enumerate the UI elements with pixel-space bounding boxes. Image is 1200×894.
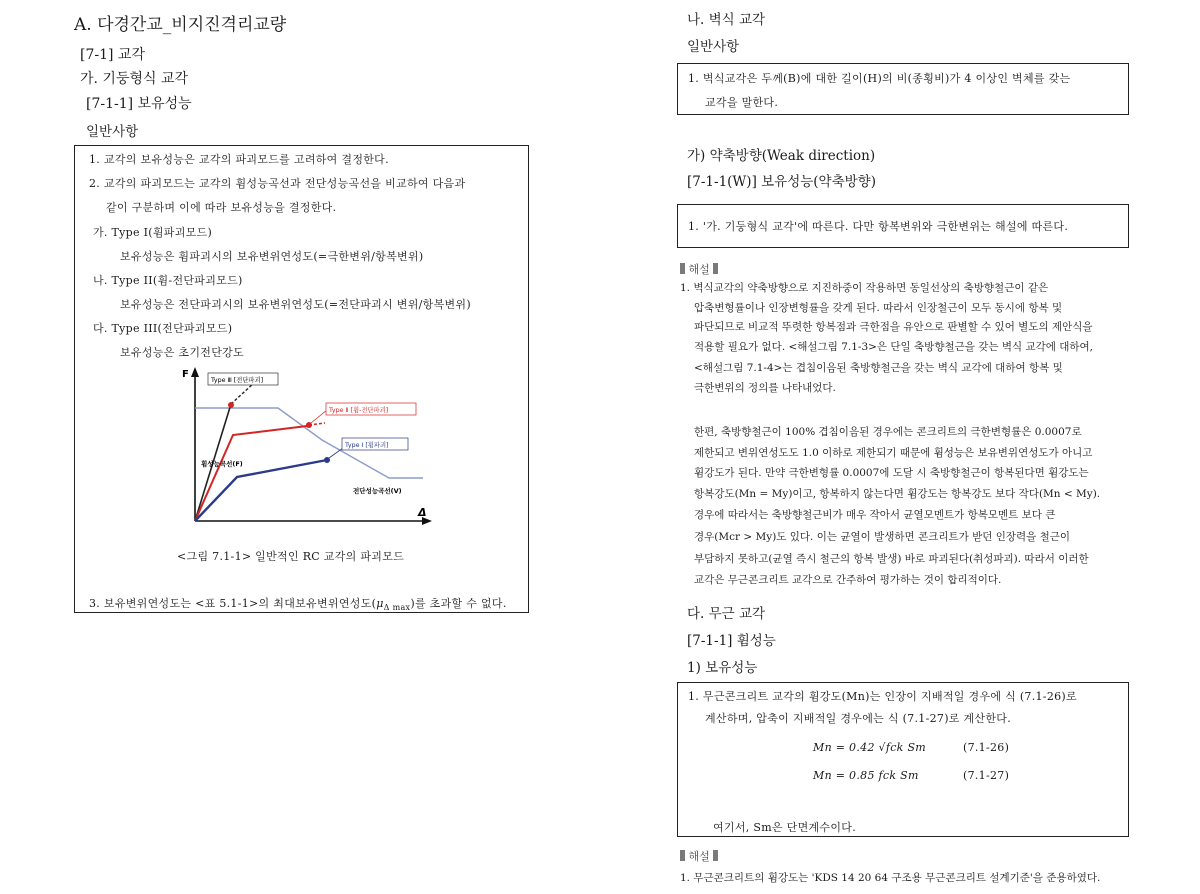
- type-1-curve: [195, 460, 327, 521]
- weak-item-1: 1. '가. 기둥형식 교각'에 따른다. 다만 항복변위와 극한변위는 해설에 따른다.: [688, 220, 1069, 233]
- equation-7-1-27-number: (7.1-27): [963, 769, 1010, 782]
- item-2-line-2: 같이 구분하며 이에 따라 보유성능을 결정한다.: [106, 201, 337, 214]
- equation-7-1-26: Mn = 0.42 √fck Sm: [813, 741, 927, 754]
- commentary-line: 교각은 무근콘크리트 교각으로 간주하여 평가하는 것이 합리적이다.: [694, 574, 1002, 586]
- equation-7-1-27: Mn = 0.85 fck Sm: [813, 769, 919, 782]
- item-3-subscript: Δ max: [383, 603, 411, 613]
- section-7-1-1-flexure: [7-1-1] 휨성능: [687, 633, 776, 649]
- type-3-failure-point: [228, 402, 234, 408]
- commentary-2-item-1: 1. 무근콘크리트의 휨강도는 'KDS 14 20 64 구조용 무근콘크리트 설계기준'을 준용하였다.: [680, 872, 1101, 884]
- type-1-label: Type Ⅰ [휨파괴]: [345, 442, 389, 449]
- commentary2-marker-right: [713, 850, 718, 861]
- commentary-marker-left: [680, 263, 685, 274]
- general-heading-right: 일반사항: [687, 39, 740, 55]
- weak-direction-heading: 가) 약축방향(Weak direction): [687, 148, 876, 164]
- commentary-line: 파단되므로 비교적 뚜렷한 항복점과 극한점을 유안으로 판별할 수 있어 별도의 제안식을: [694, 321, 1093, 333]
- commentary-line: 극한변위의 정의를 나타내었다.: [694, 382, 836, 394]
- y-axis-label: F: [182, 369, 189, 380]
- provision-box-weak: [677, 204, 1129, 248]
- type-2-leader: [311, 410, 327, 423]
- section-7-1: [7-1] 교각: [80, 47, 145, 63]
- commentary-line: 적용할 필요가 없다. <해설그림 7.1-3>은 단일 축방향철근을 갖는 벽식 교각에 대하여,: [694, 341, 1094, 353]
- item-3-text-start: 3. 보유변위연성도는 <표 5.1-1>의 최대보유변위연성도(: [89, 597, 377, 610]
- where-clause: 여기서, Sm은 단면계수이다.: [713, 821, 857, 834]
- type-1-title: 가. Type Ⅰ(휨파괴모드): [93, 226, 213, 239]
- item-3-mu: μ: [376, 597, 384, 610]
- commentary-line: 휨강도가 된다. 만약 극한변형률 0.0007에 도달 시 축방향철근이 항복된다면 휨강도는: [694, 467, 1089, 479]
- type-3-label: Type Ⅲ [전단파괴]: [211, 377, 264, 384]
- plain-item-1-line-2: 계산하며, 압축이 지배적일 경우에는 식 (7.1-27)로 계산한다.: [705, 712, 1012, 725]
- section-7-1-1-w: [7-1-1(W)] 보유성능(약축방향): [687, 174, 876, 190]
- equation-7-1-26-number: (7.1-26): [963, 741, 1010, 754]
- commentary-label: 해설: [688, 263, 710, 276]
- type-3-desc: 보유성능은 초기전단강도: [120, 346, 244, 359]
- flexure-curve-label: 휨성능곡선(F): [201, 460, 243, 468]
- commentary-line: 1. 벽식교각의 약축방향으로 지진하중이 작용하면 동일선상의 축방향철근이 같은: [680, 282, 1049, 294]
- wall-item-1-line-1: 1. 벽식교각은 두께(B)에 대한 길이(H)의 비(종횡비)가 4 이상인 벽체를 갖는: [688, 72, 1071, 85]
- section-1-capacity: 1) 보유성능: [687, 660, 758, 676]
- commentary-marker-right: [713, 263, 718, 274]
- section-da: 다. 무근 교각: [687, 606, 766, 622]
- plain-item-1-line-1: 1. 무근콘크리트 교각의 휨강도(Mn)는 인장이 지배적일 경우에 식 (7.1-26)로: [688, 690, 1077, 703]
- commentary-line: 압축변형률이나 인장변형률을 갖게 된다. 따라서 인장철근이 모두 동시에 항복 및: [694, 302, 1063, 314]
- commentary-line: 항복강도(Mn = My)이고, 항복하지 않는다면 휨강도는 항복강도 보다 작다(Mn < My).: [694, 488, 1101, 500]
- general-heading: 일반사항: [86, 124, 139, 140]
- item-1: 1. 교각의 보유성능은 교각의 파괴모드를 고려하여 결정한다.: [89, 153, 389, 166]
- heading-a: A. 다경간교_비지진격리교량: [74, 15, 287, 35]
- section-7-1-1: [7-1-1] 보유성능: [86, 96, 192, 112]
- y-axis-arrow: [191, 367, 199, 377]
- type-3-title: 다. Type III(전단파괴모드): [93, 322, 233, 335]
- commentary-line: 한편, 축방향철근이 100% 겹침이음된 경우에는 콘크리트의 극한변형률은 0.0007로: [694, 426, 1082, 438]
- type-2-desc: 보유성능은 전단파괴시의 보유변위연성도(=전단파괴시 변위/항복변위): [120, 298, 471, 311]
- commentary-line: <해설그림 7.1-4>는 겹침이음된 축방향철근을 갖는 벽식 교각에 대하여 항복 및: [694, 362, 1063, 374]
- section-ga: 가. 기둥형식 교각: [80, 71, 189, 87]
- item-3-text-end: )를 초과할 수 없다.: [410, 597, 507, 610]
- type-2-title: 나. Type II(휨-전단파괴모드): [93, 274, 243, 287]
- section-na: 나. 벽식 교각: [687, 12, 766, 28]
- commentary-line: 제한되고 변위연성도도 1.0 이하로 제한되기 때문에 휨성능은 보유변위연성도가 아니고: [694, 447, 1093, 459]
- figure-caption: <그림 7.1-1> 일반적인 RC 교각의 파괴모드: [177, 550, 405, 563]
- commentary-line: 경우에 따라서는 축방향철근비가 매우 작아서 균열모멘트가 항복모멘트 보다 큰: [694, 509, 1056, 521]
- type-1-desc: 보유성능은 휨파괴시의 보유변위연성도(=극한변위/항복변위): [120, 250, 424, 263]
- commentary-header: [680, 261, 718, 277]
- type-1-leader: [329, 448, 343, 458]
- provision-box-plain: [677, 682, 1129, 837]
- wall-item-1-line-2: 교각을 말한다.: [705, 96, 779, 109]
- commentary2-label: 해설: [688, 850, 710, 863]
- shear-curve-label: 전단성능곡선(V): [353, 487, 402, 495]
- commentary2-marker-left: [680, 850, 685, 861]
- item-2-line-1: 2. 교각의 파괴모드는 교각의 휨성능곡선과 전단성능곡선을 비교하여 다음과: [89, 177, 466, 190]
- provision-box-left: [74, 145, 529, 613]
- item-3: [89, 595, 507, 612]
- x-axis-label: Δ: [418, 506, 427, 519]
- commentary-line: 부담하지 못하고(균열 즉시 철근의 항복 발생) 바로 파괴된다(취성파괴). 따라서 이러한: [694, 553, 1089, 565]
- type-2-label: Type Ⅱ [휨-전단파괴]: [329, 407, 389, 414]
- commentary-header-2: [680, 848, 718, 864]
- provision-box-wall: [677, 63, 1129, 115]
- failure-mode-figure: [175, 364, 445, 534]
- commentary-line: 경우(Mcr > My)도 있다. 이는 균열이 발생하면 콘크리트가 받던 인장력을 철근이: [694, 531, 1071, 543]
